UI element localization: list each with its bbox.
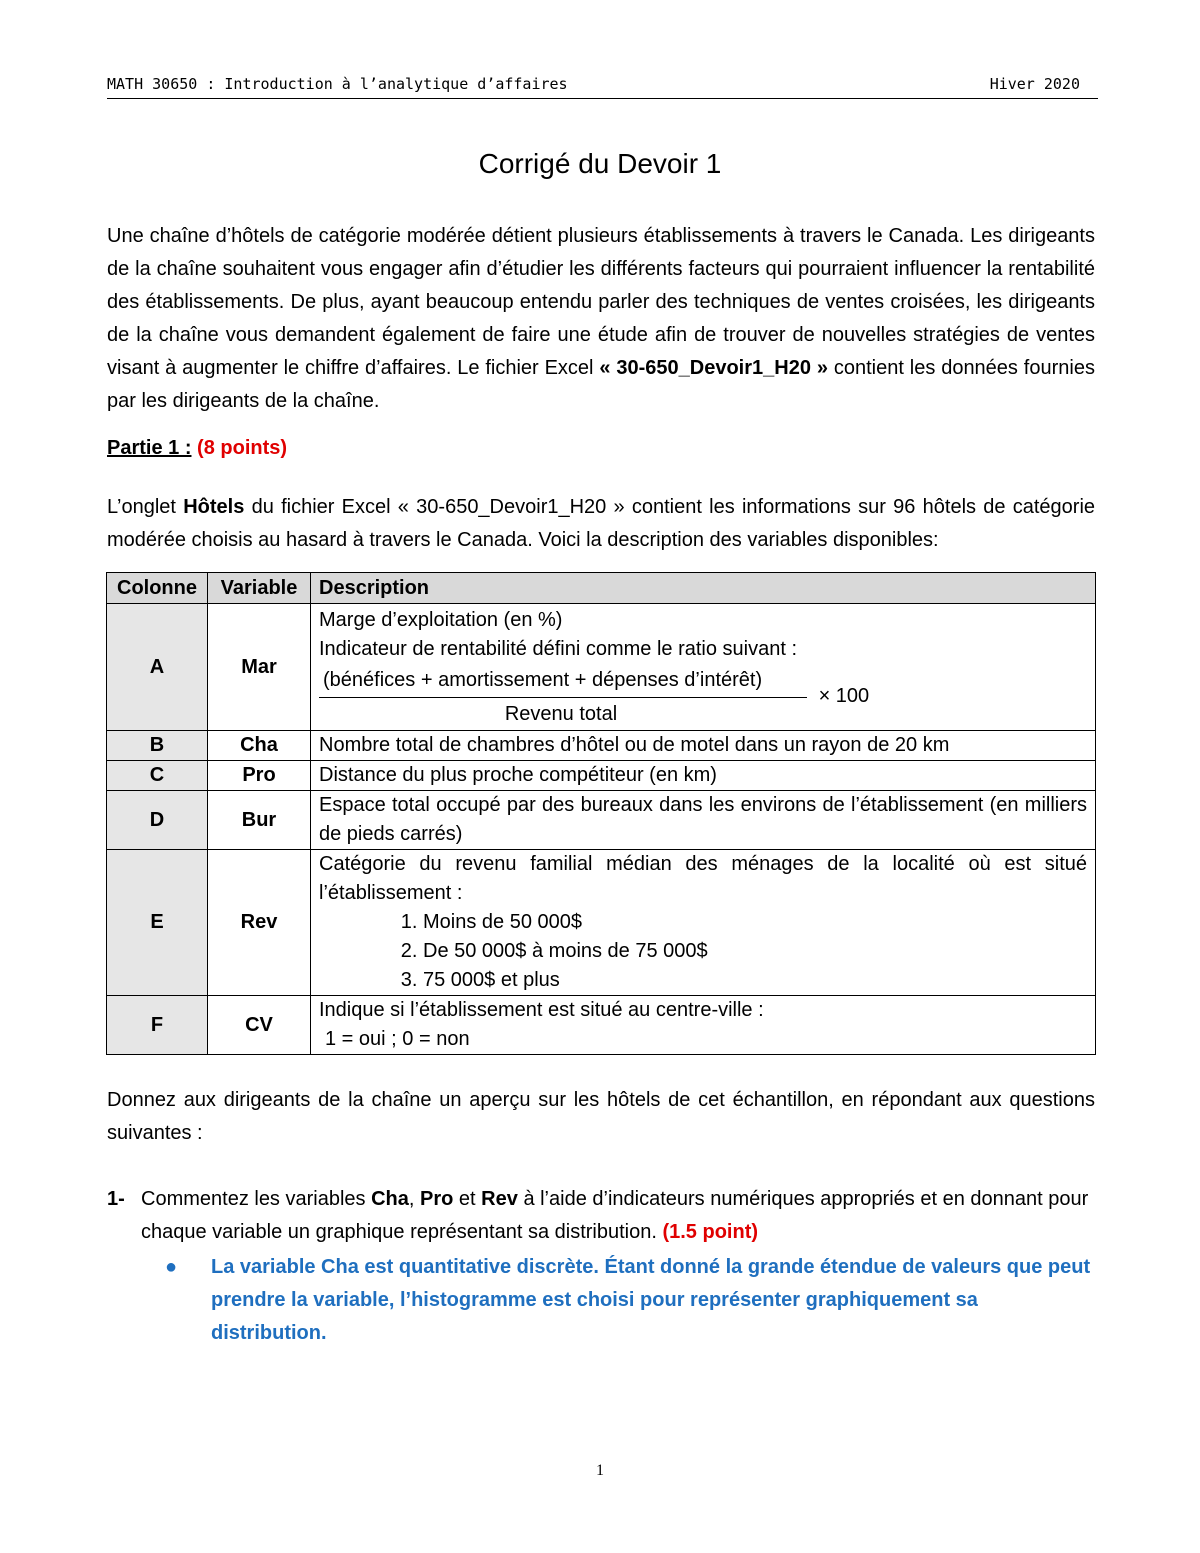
cell-description: Nombre total de chambres d’hôtel ou de motel dans un rayon de 20 km: [311, 731, 1096, 761]
part-label: Partie 1 :: [107, 437, 192, 459]
table-row: [107, 604, 1096, 731]
fraction-numerator: (bénéfices + amortissement + dépenses d’intérêt): [319, 666, 807, 698]
cell-column: C: [107, 761, 208, 791]
document-title: Corrigé du Devoir 1: [478, 148, 722, 179]
cell-column: B: [107, 731, 208, 761]
cell-description: [311, 604, 1096, 731]
question-body: [141, 1183, 1097, 1249]
q1-text-1: Commentez les variables: [141, 1188, 366, 1210]
cell-description: [311, 850, 1096, 996]
onglet-paragraph: [107, 491, 1095, 557]
part-heading: [107, 437, 287, 460]
onglet-pre: L’onglet: [107, 496, 176, 518]
rev-category-list: [319, 908, 1087, 995]
cell-variable: Cha: [208, 731, 311, 761]
bullet-icon: ●: [165, 1256, 178, 1278]
table-row: [107, 761, 1096, 791]
cell-variable: Pro: [208, 761, 311, 791]
answer-text: La variable Cha est quantitative discrète. Étant donné la grande étendue de valeurs que peut prendre la variable, l’histogramme est choisi pour représenter graphiquement sa distribution.: [211, 1256, 1091, 1344]
q1-text-3: et: [458, 1188, 476, 1210]
part-points: (8 points): [197, 437, 288, 459]
intro-end-text: contient les données fournies par les dirigeants de la chaîne.: [107, 357, 1095, 412]
table-row: [107, 731, 1096, 761]
cell-description: Espace total occupé par des bureaux dans les environs de l’établissement (en milliers de pieds carrés): [311, 791, 1096, 850]
term-label: Hiver 2020: [989, 75, 1080, 93]
fraction-denominator: Revenu total: [504, 702, 618, 725]
onglet-tab-name: Hôtels: [183, 496, 245, 518]
rev-description: Catégorie du revenu familial médian des ménages de la localité où est situé l’établissement :: [319, 853, 1087, 904]
ratio-formula: [319, 664, 1087, 729]
cell-column: D: [107, 791, 208, 850]
questions-intro: Donnez aux dirigeants de la chaîne un aperçu sur les hôtels de cet échantillon, en répondant aux questions suivantes :: [107, 1089, 1095, 1144]
cell-description: [311, 996, 1096, 1055]
intro-file-name: « 30-650_Devoir1_H20 »: [599, 357, 828, 379]
mar-line2: Indicateur de rentabilité défini comme le ratio suivant :: [319, 637, 798, 660]
cv-line1: Indique si l’établissement est situé au centre-ville :: [319, 999, 764, 1021]
q1-var-rev: Rev: [481, 1188, 518, 1210]
cell-variable: Mar: [208, 604, 311, 731]
table-row: [107, 996, 1096, 1055]
intro-paragraph: [107, 220, 1095, 418]
fraction: [319, 666, 807, 729]
variables-table: [106, 572, 1096, 1055]
q1-var-cha: Cha: [371, 1188, 409, 1210]
cv-line2: 1 = oui ; 0 = non: [325, 1028, 470, 1050]
cell-variable: Rev: [208, 850, 311, 996]
fraction-multiplier: × 100: [818, 684, 870, 707]
question-1: [107, 1183, 1097, 1249]
page-header: [107, 72, 1098, 99]
header-description: Description: [311, 573, 1096, 604]
q1-text-4: à l’aide d’indicateurs numériques appropriés et en donnant pour chaque variable un graphique représentant sa distribution.: [141, 1188, 1089, 1243]
table-row: [107, 791, 1096, 850]
course-title: MATH 30650 : Introduction à l’analytique d’affaires: [107, 75, 568, 93]
mar-line1: Marge d’exploitation (en %): [319, 608, 563, 631]
header-colonne: Colonne: [107, 573, 208, 604]
list-item: 2. De 50 000$ à moins de 75 000$: [423, 937, 1087, 966]
header-variable: Variable: [208, 573, 311, 604]
cell-column: E: [107, 850, 208, 996]
answer-bullet: [165, 1251, 1095, 1350]
list-item: 3. 75 000$ et plus: [423, 966, 1087, 995]
q1-var-pro: Pro: [420, 1188, 454, 1210]
table-row: [107, 850, 1096, 996]
intro-text: Une chaîne d’hôtels de catégorie modérée détient plusieurs établissements à travers le Canada. Les dirigeants de la chaîne souhaitent vous engager afin d’étudier les différents facteurs qui pourraient influencer la rentabilité des établissements. De plus, ayant beaucoup entendu parler des techniques de ventes croisées, les dirigeants de la chaîne vous demandent également de faire une étude afin de trouver de nouvelles stratégies de ventes visant à augmenter le chiffre d’affaires. Le fichier Excel: [107, 225, 1095, 379]
cell-column: F: [107, 996, 208, 1055]
cell-description: Distance du plus proche compétiteur (en km): [311, 761, 1096, 791]
q1-text-2: ,: [408, 1188, 415, 1210]
table-header-row: [107, 573, 1096, 604]
question-number: 1-: [107, 1188, 125, 1210]
q1-points: (1.5 point): [662, 1221, 759, 1243]
list-item: 1. Moins de 50 000$: [423, 908, 1087, 937]
cell-column: A: [107, 604, 208, 731]
cell-variable: CV: [208, 996, 311, 1055]
cell-variable: Bur: [208, 791, 311, 850]
onglet-post: du fichier Excel « 30-650_Devoir1_H20 » contient les informations sur 96 hôtels de catégorie modérée choisis au hasard à travers le Canada. Voici la description des variables disponibles:: [107, 496, 1096, 551]
page-number: 1: [596, 1462, 604, 1479]
